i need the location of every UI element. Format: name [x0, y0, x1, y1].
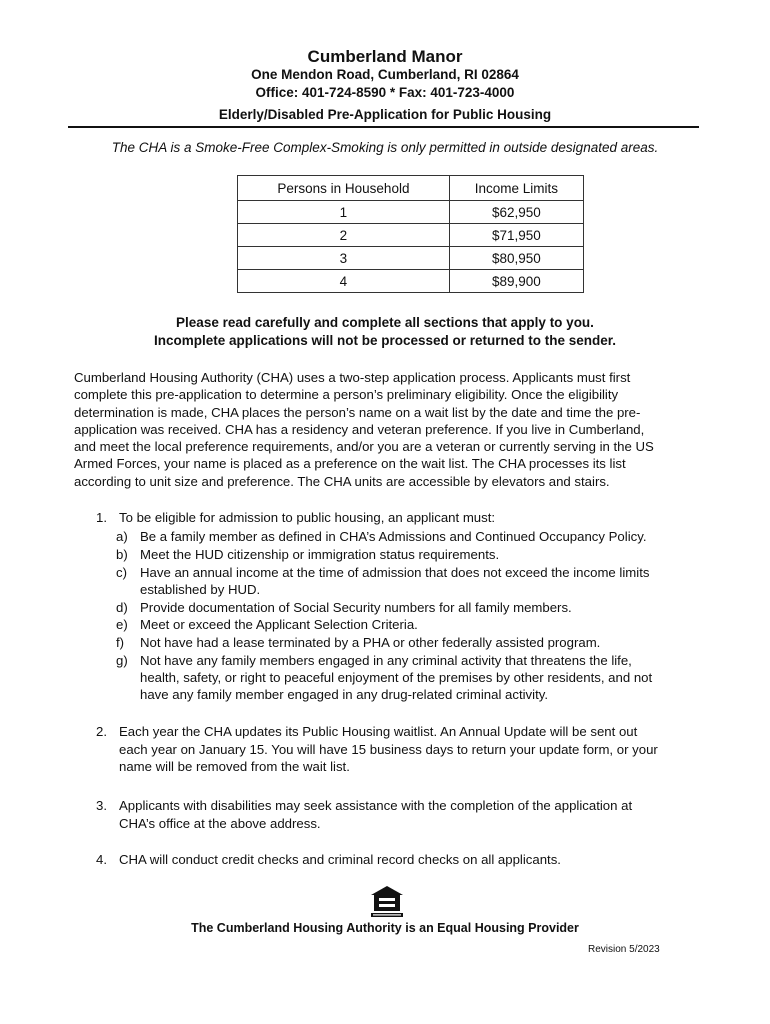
subitem-letter: b) [116, 547, 128, 562]
smoke-free-notice: The CHA is a Smoke-Free Complex-Smoking is only permitted in outside designated areas. [111, 140, 659, 155]
table-row [238, 201, 584, 224]
page-title: Cumberland Manor [307, 47, 463, 66]
subitem-text: Meet or exceed the Applicant Selection Criteria. [140, 617, 418, 632]
instructions-notice [0, 314, 770, 350]
subitem-text: health, safety, or right to peaceful enjoyment of the premises by other residents, and not [140, 670, 653, 685]
intro-line: determination is made, CHA places the person’s name on a wait list by the date and time the pre- [74, 404, 641, 420]
notice-line-2: Incomplete applications will not be processed or returned to the sender. [153, 333, 617, 348]
subitem-text: established by HUD. [140, 582, 261, 597]
address-line: One Mendon Road, Cumberland, RI 02864 [251, 67, 519, 82]
equal-housing-opportunity-icon [369, 885, 405, 919]
subitem-text: have any family member engaged in any drug-related criminal activity. [140, 687, 549, 702]
table-row [238, 224, 584, 247]
table-row [238, 247, 584, 270]
subitem-text: Be a family member as defined in CHA’s Admissions and Continued Occupancy Policy. [140, 529, 647, 544]
table-header-row [238, 176, 584, 201]
intro-line: according to unit size and preference. The CHA units are accessible by elevators and stairs. [74, 473, 610, 489]
header-divider [68, 126, 699, 128]
subitem-text: Not have had a lease terminated by a PHA or other federally assisted program. [140, 635, 601, 650]
revision-date: Revision 5/2023 [588, 944, 660, 955]
persons-cell: 4 [238, 270, 450, 293]
subitem-text: Meet the HUD citizenship or immigration status requirements. [140, 547, 500, 562]
income-cell: $71,950 [449, 224, 583, 247]
table-header-persons: Persons in Household [238, 176, 450, 201]
subitem-letter: d) [116, 600, 128, 615]
notice-line-1: Please read carefully and complete all sections that apply to you. [176, 315, 594, 330]
list-text: CHA’s office at the above address. [119, 816, 321, 831]
list-number: 1. [96, 510, 107, 525]
subitem-text: Have an annual income at the time of admission that does not exceed the income limits [140, 565, 650, 580]
list-text: Each year the CHA updates its Public Housing waitlist. An Annual Update will be sent out [119, 724, 638, 739]
income-limits-table [237, 175, 584, 293]
form-subtitle: Elderly/Disabled Pre-Application for Public Housing [218, 107, 552, 122]
list-text: name will be removed from the wait list. [119, 759, 350, 774]
income-cell: $89,900 [449, 270, 583, 293]
subitem-letter: c) [116, 565, 127, 580]
subitem-text: Not have any family members engaged in any criminal activity that threatens the life, [140, 653, 632, 668]
list-text: To be eligible for admission to public housing, an applicant must: [119, 510, 496, 525]
table-row [238, 270, 584, 293]
intro-paragraph [74, 369, 694, 490]
intro-line: complete this pre-application to determine a person’s preliminary eligibility. Once the eligibility [74, 387, 619, 403]
intro-line: Cumberland Housing Authority (CHA) uses a two-step application process. Applicants must first [74, 370, 631, 385]
list-text: each year on January 15. You will have 15 business days to return your update form, or your [119, 742, 658, 757]
table-header-income: Income Limits [449, 176, 583, 201]
contact-line: Office: 401-724-8590 * Fax: 401-723-4000 [255, 85, 515, 100]
persons-cell: 3 [238, 247, 450, 270]
intro-line: Armed Forces, your name is placed as a preference on the wait list. The CHA processes its list [74, 456, 626, 472]
subitem-text: Provide documentation of Social Security numbers for all family members. [140, 600, 572, 615]
subitem-letter: g) [116, 653, 128, 668]
list-number: 4. [96, 852, 107, 867]
intro-line: and meet the local preference requirements, and/or you are a veteran or currently serving in the US [74, 439, 654, 455]
list-number: 3. [96, 798, 107, 813]
subitem-letter: e) [116, 617, 128, 632]
subitem-letter: a) [116, 529, 128, 544]
income-cell: $62,950 [449, 201, 583, 224]
persons-cell: 1 [238, 201, 450, 224]
intro-line: application was received. CHA has a residency and veteran preference. If you live in Cumberland, [74, 421, 645, 437]
persons-cell: 2 [238, 224, 450, 247]
list-text: CHA will conduct credit checks and criminal record checks on all applicants. [119, 852, 561, 867]
list-number: 2. [96, 724, 107, 739]
income-cell: $80,950 [449, 247, 583, 270]
equal-housing-statement: The Cumberland Housing Authority is an Equal Housing Provider [191, 921, 579, 935]
subitem-letter: f) [116, 635, 125, 650]
list-text: Applicants with disabilities may seek assistance with the completion of the application at [119, 798, 633, 813]
